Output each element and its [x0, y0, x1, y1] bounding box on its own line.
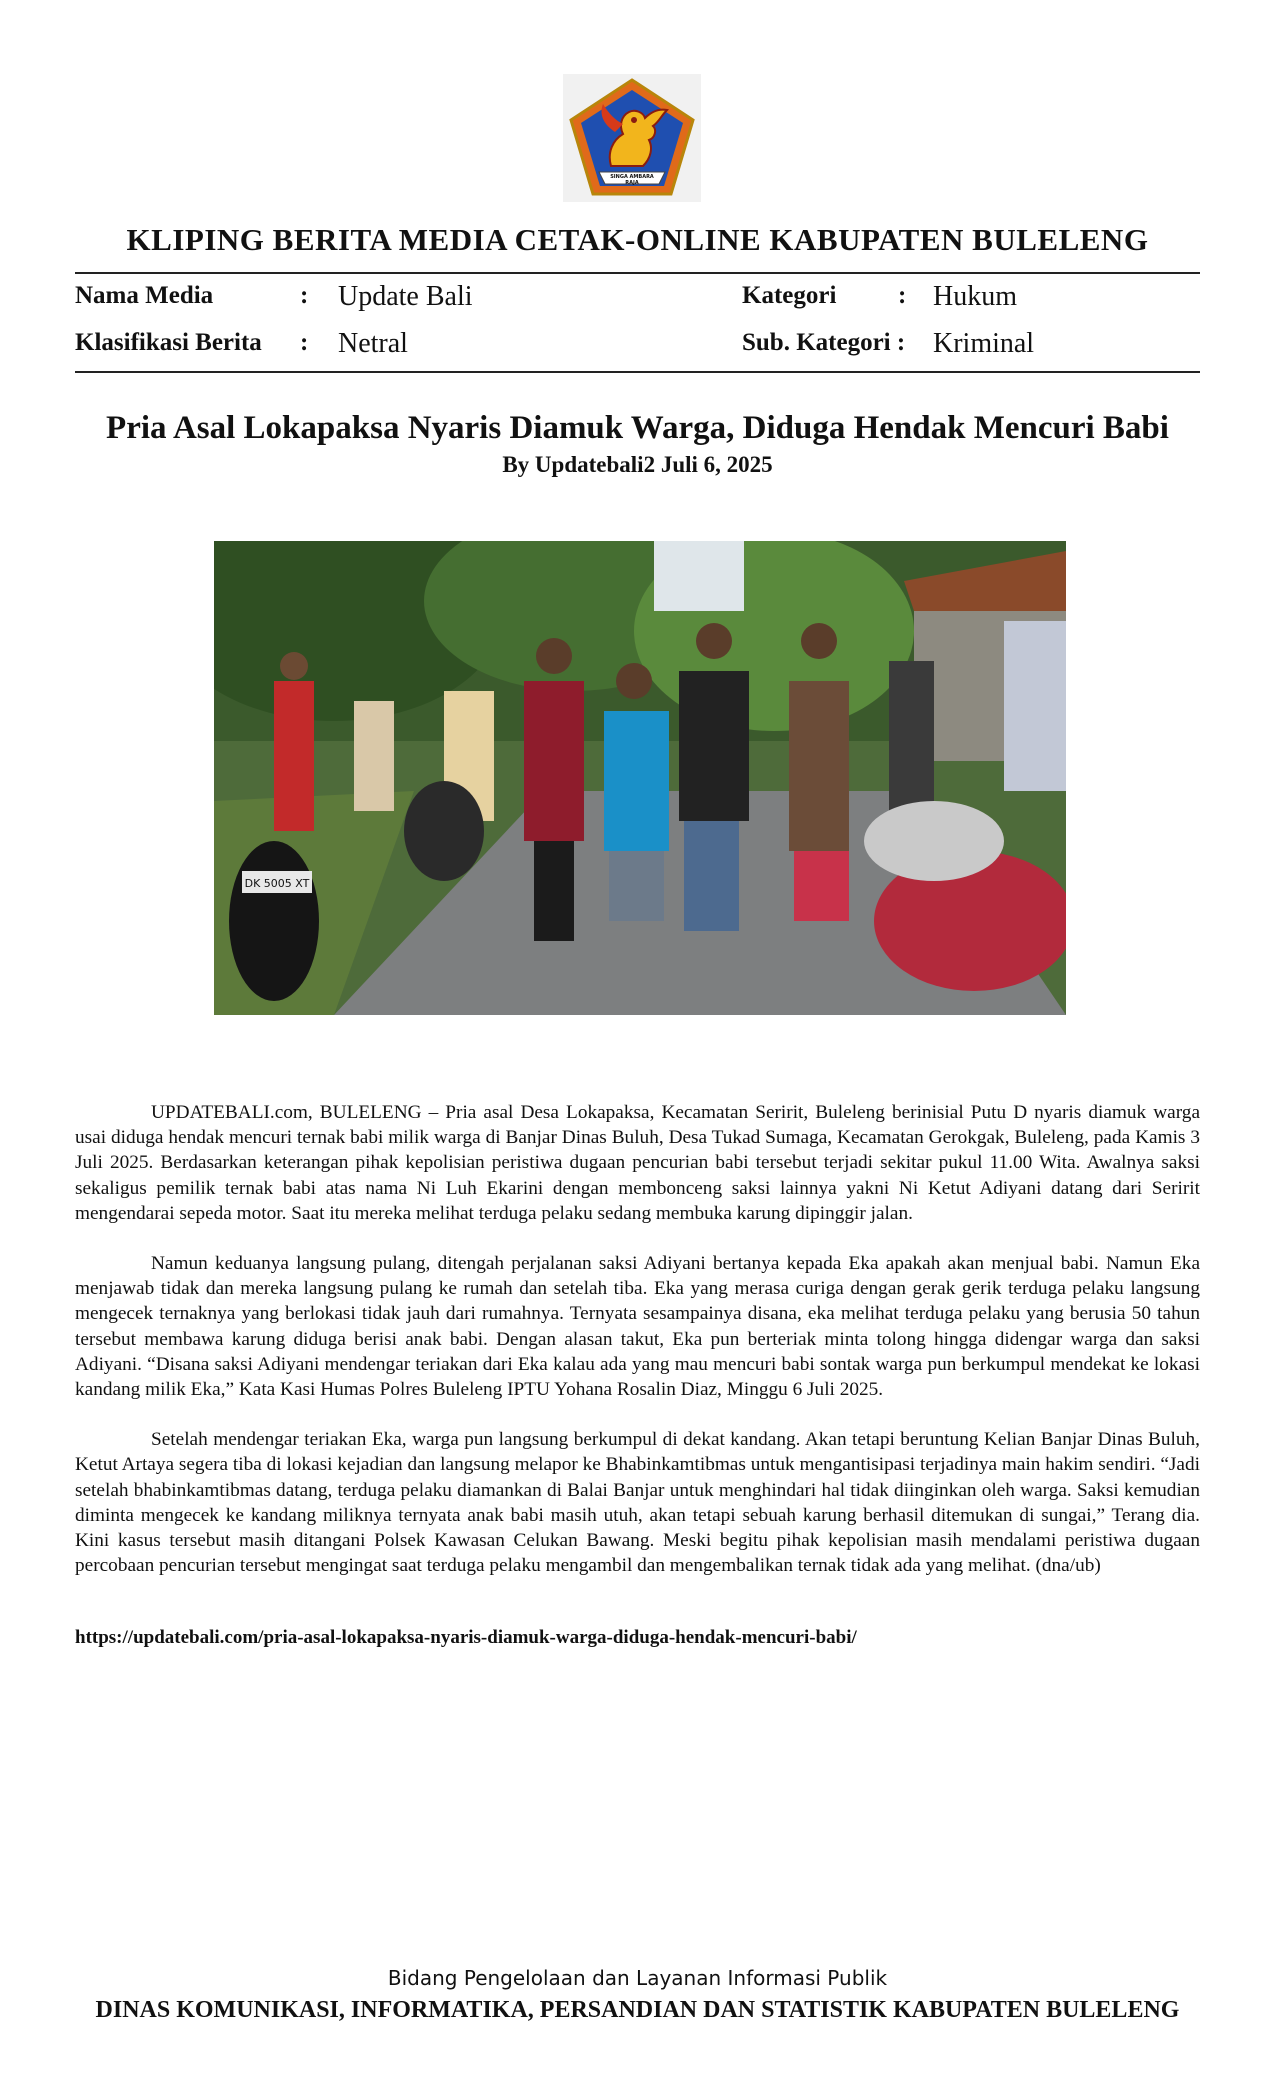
media-label: Nama Media: [75, 282, 214, 309]
footer-agency: DINAS KOMUNIKASI, INFORMATIKA, PERSANDIAN DAN STATISTIK KABUPATEN BULELENG: [95, 1997, 1180, 2023]
article-body: [75, 1100, 1200, 1603]
media-colon: :: [300, 282, 309, 309]
article-byline: By Updatebali2 Juli 6, 2025: [502, 452, 773, 477]
kategori-colon: :: [898, 282, 907, 309]
klasifikasi-value: Netral: [338, 328, 408, 359]
media-value: Update Bali: [338, 281, 473, 312]
subkategori-label: Sub. Kategori :: [742, 329, 906, 356]
klasifikasi-colon: :: [300, 329, 309, 356]
plate-text: DK 5005 XT: [244, 877, 310, 890]
kategori-value: Hukum: [933, 281, 1017, 312]
buleleng-crest-icon: [563, 74, 701, 202]
source-url[interactable]: https://updatebali.com/pria-asal-lokapaksa-nyaris-diamuk-warga-diduga-hendak-mencuri-babi/: [75, 1627, 857, 1648]
document-title: KLIPING BERITA MEDIA CETAK-ONLINE KABUPATEN BULELENG: [126, 222, 1149, 257]
kategori-label: Kategori: [742, 282, 837, 309]
article-paragraph: Namun keduanya langsung pulang, ditengah perjalanan saksi Adiyani bertanya kepada Eka apakah akan menjual babi. Namun Eka menjawab tidak dan mereka langsung pulang ke rumah dan setelah tiba. Eka yang merasa curiga dengan gerak gerik terduga pelaku langsung mengecek ternaknya yang berlokasi tidak jauh dari rumahnya. Ternyata sesampainya disana, eka melihat terduga pelaku yang berusia 50 tahun tersebut membawa karung diduga berisi anak babi. Dengan alasan takut, Eka pun berteriak minta tolong hingga didengar warga dan saksi Adiyani. “Disana saksi Adiyani mendengar teriakan dari Eka kalau ada yang mau mencuri babi sontak warga pun berkumpul mendekat ke lokasi kandang milik Eka,” Kata Kasi Humas Polres Buleleng IPTU Yohana Rosalin Diaz, Minggu 6 Juli 2025.: [75, 1253, 1200, 1401]
crest-motto: SINGA AMBARA RAJA: [610, 174, 654, 186]
footer-department: Bidang Pengelolaan dan Layanan Informasi Publik: [387, 1966, 888, 1990]
article-photo: [214, 541, 1066, 1015]
header-rule-top: [75, 272, 1200, 274]
subkategori-value: Kriminal: [933, 328, 1035, 359]
article-headline: Pria Asal Lokapaksa Nyaris Diamuk Warga, Diduga Hendak Mencuri Babi: [106, 410, 1169, 446]
article-paragraph: Setelah mendengar teriakan Eka, warga pun langsung berkumpul di dekat kandang. Akan tetapi beruntung Kelian Banjar Dinas Buluh, Ketut Artaya segera tiba di lokasi kejadian dan langsung melapor ke Bhabinkamtibmas untuk mengantisipasi terjadinya main hakim sendiri. “Jadi setelah bhabinkamtibmas datang, terduga pelaku diamankan di Balai Banjar untuk menghindari hal tidak diinginkan oleh warga. Saksi kemudian diminta mengecek ke kandang miliknya ternyata anak babi masih utuh, akan tetapi sebuah karung berhasil ditemukan di sungai,” Terang dia. Kini kasus tersebut masih ditangani Polsek Kawasan Celukan Bawang. Meski begitu pihak kepolisian masih mendalami peristiwa dugaan percobaan pencurian tersebut mengingat saat terduga pelaku mengambil dan mengembalikan ternak tidak ada yang melihat. (dna/ub): [75, 1429, 1200, 1577]
header-rule-bottom: [75, 371, 1200, 373]
article-paragraph: UPDATEBALI.com, BULELENG – Pria asal Desa Lokapaksa, Kecamatan Seririt, Buleleng berinisial Putu D nyaris diamuk warga usai diduga hendak mencuri ternak babi milik warga di Banjar Dinas Buluh, Desa Tukad Sumaga, Kecamatan Gerokgak, Buleleng, pada Kamis 3 Juli 2025. Berdasarkan keterangan pihak kepolisian peristiwa dugaan pencurian babi tersebut terjadi sekitar pukul 11.00 Wita. Awalnya saksi sekaligus pemilik ternak babi atas nama Ni Luh Ekarini dengan membonceng saksi lainnya yakni Ni Ketut Adiyani datang dari Seririt mengendarai sepeda motor. Saat itu mereka melihat terduga pelaku sedang membuka karung dipinggir jalan.: [75, 1102, 1200, 1224]
klasifikasi-label: Klasifikasi Berita: [75, 329, 262, 356]
